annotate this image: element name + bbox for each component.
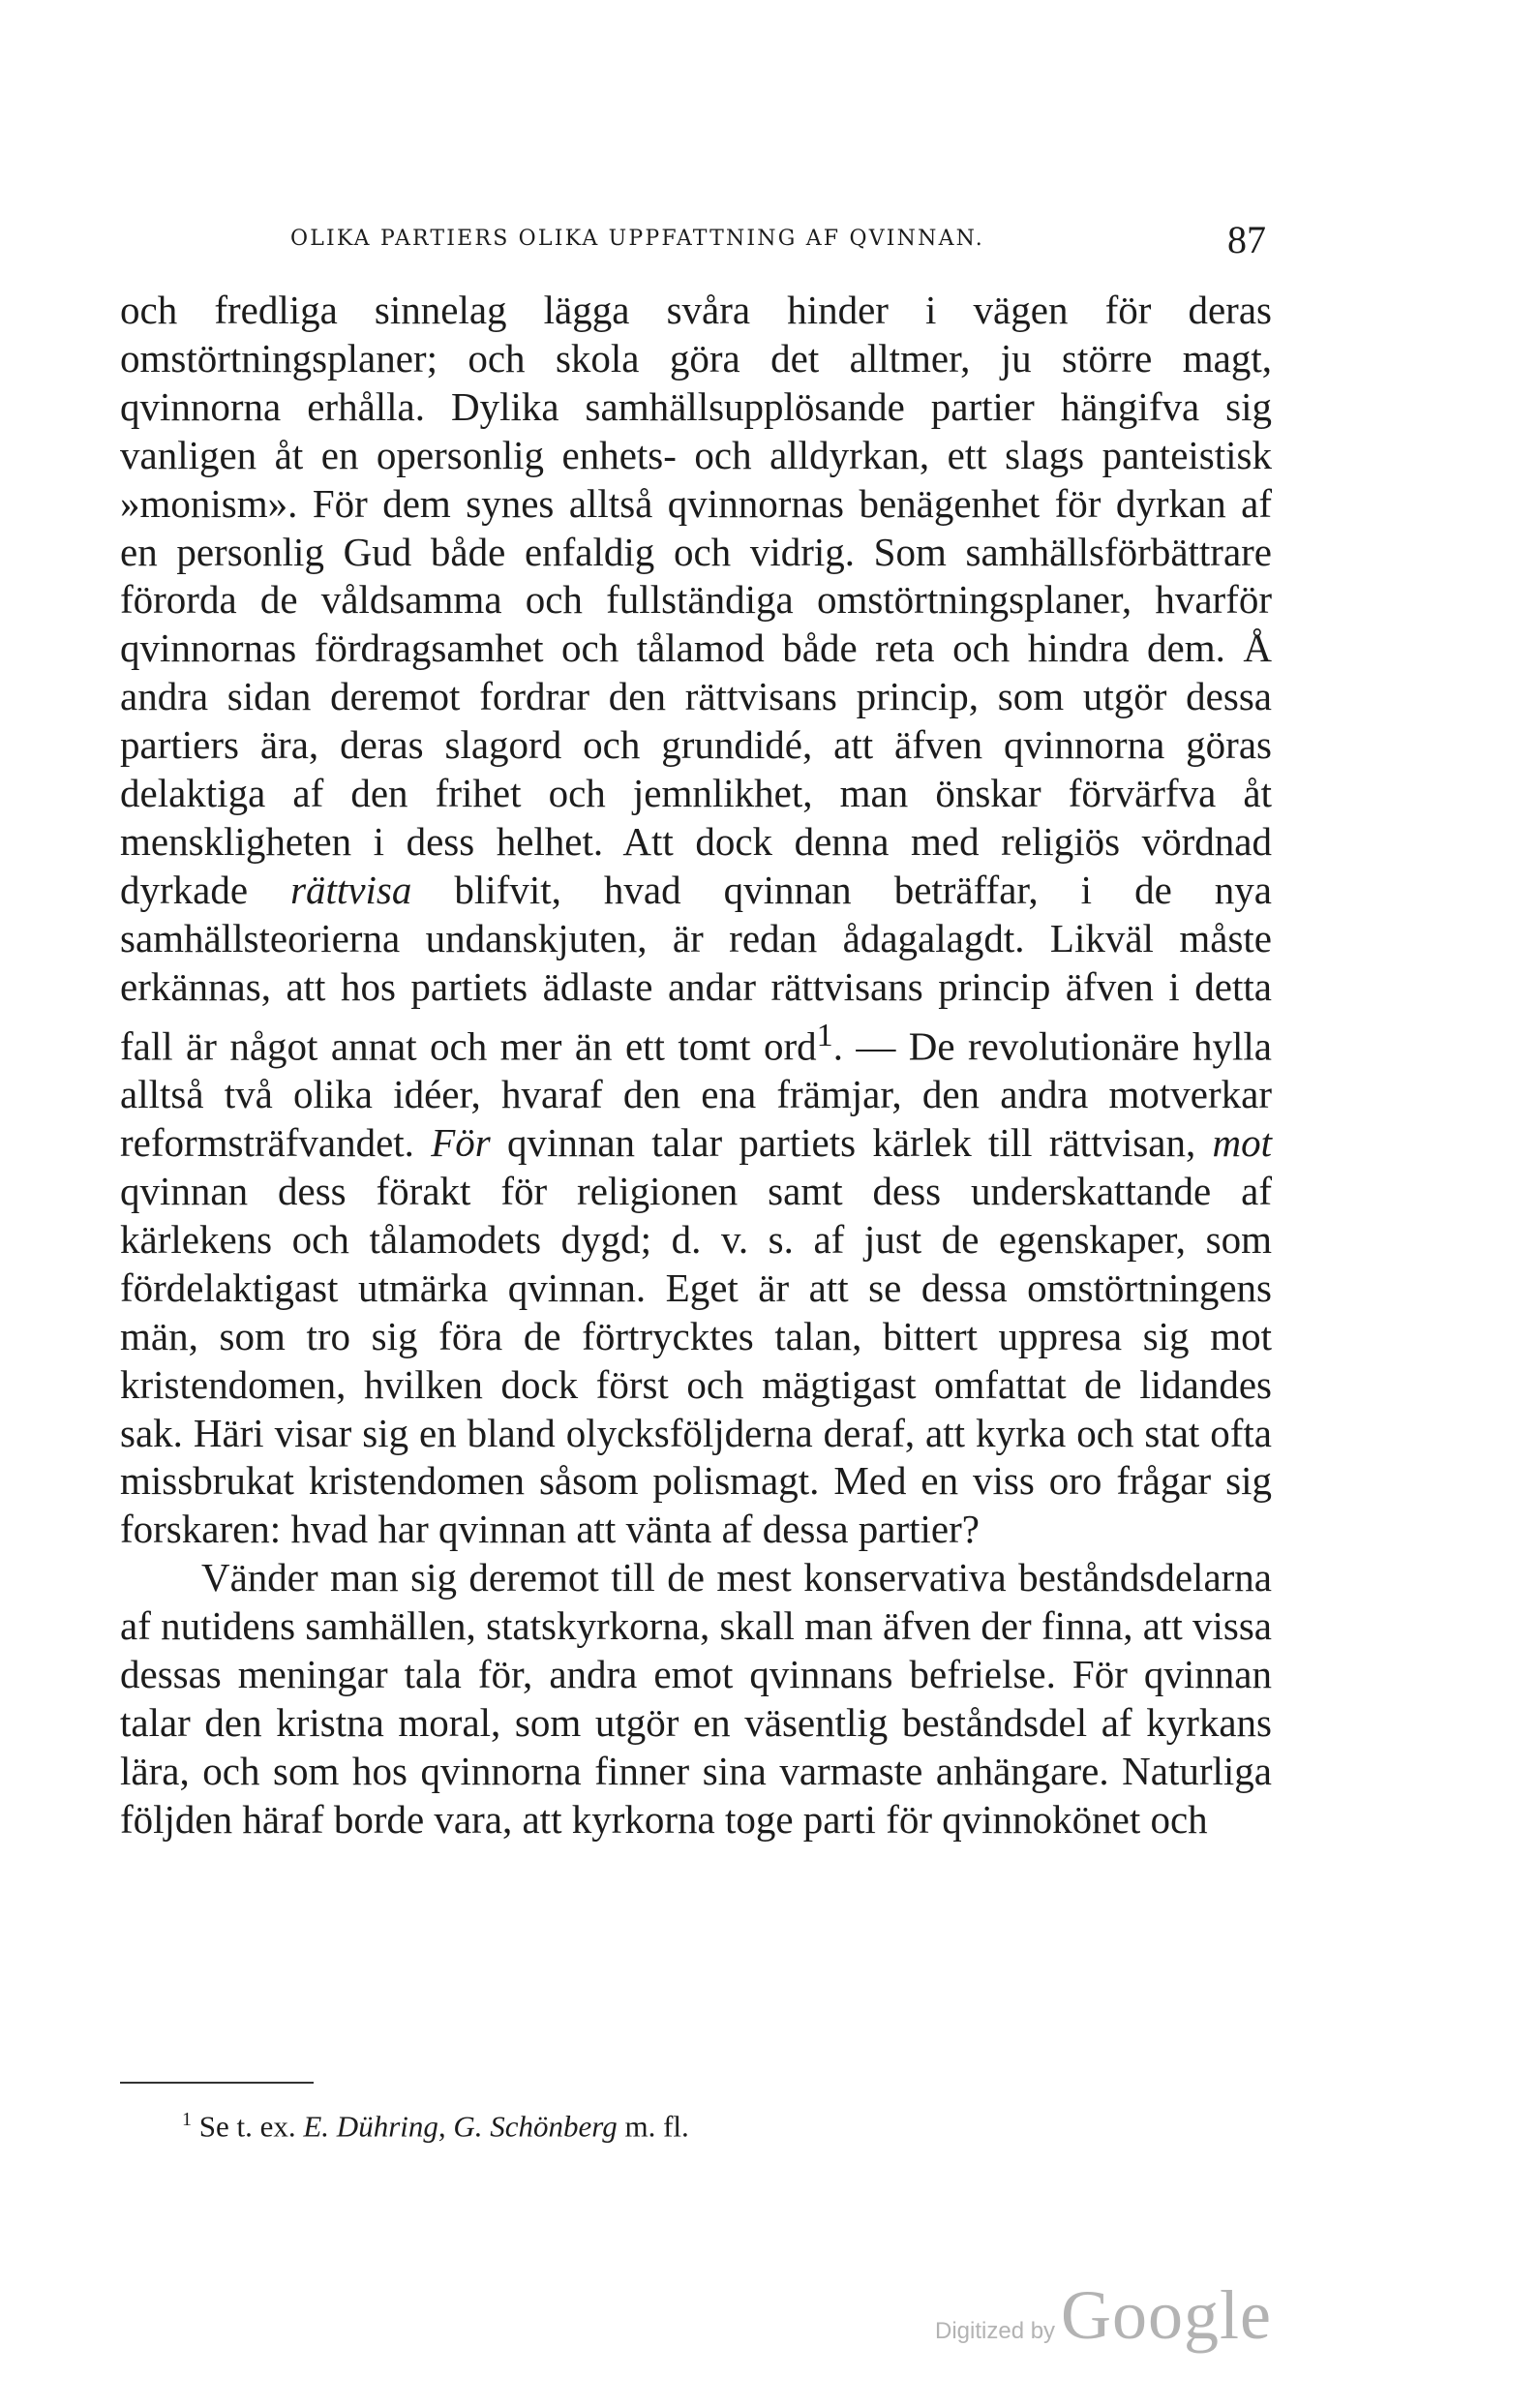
- google-logo: Google: [1061, 2276, 1272, 2354]
- footnote-marker: 1: [182, 2109, 192, 2130]
- page-number: 87: [1227, 218, 1266, 261]
- digitized-by-watermark: [935, 2275, 1283, 2362]
- footnote-reference: 1: [816, 1017, 833, 1053]
- text-run: . — De revolutionäre hylla alltså två olika idéer, hvaraf den ena främjar, den andra motverkar reformsträfvandet.: [120, 1023, 1272, 1166]
- text-run: och fredliga sinnelag lägga svåra hinder i vägen för deras omstörtningsplaner; och skola göra det alltmer, ju större magt, qvinnorna erhålla. Dylika samhällsupplösande partier hängifva sig vanligen åt en opersonlig enhets- och alldyrkan, ett slags panteistisk »monism». För dem synes alltså qvinnornas benägenhet för dyrkan af en personlig Gud både enfaldig och vidrig. Som samhällsförbättrare förorda de våldsamma och fullständiga omstörtningsplaner, hvarför qvinnornas fördragsamhet och tålamod både reta och hindra dem. Å andra sidan deremot fordrar den rättvisans princip, som utgör dessa partiers ära, deras slagord och grundidé, att äfven qvinnorna göras delaktiga af den frihet och jemnlikhet, man önskar förvärfva åt menskligheten i dess helhet. Att dock denna med religiös vördnad dyrkade: [120, 288, 1272, 912]
- text-run: m. fl.: [617, 2109, 689, 2144]
- footnote: [182, 2109, 1247, 2144]
- text-run: Se t. ex.: [192, 2109, 304, 2144]
- italic-text: mot: [1212, 1120, 1273, 1166]
- text-run: Vänder man sig deremot till de mest konservativa beståndsdelarna af nutidens samhällen, statskyrkorna, skall man äfven der finna, att vissa dessas meningar tala för, andra emot qvinnans befrielse. För qvinnan talar den kristna moral, som utgör en väsentlig beståndsdel af kyrkans lära, och som hos qvinnorna finner sina varmaste anhängare. Naturliga följden häraf borde vara, att kyrkorna toge parti för qvinnokönet och: [120, 1555, 1272, 1842]
- footnote-text: [192, 2109, 689, 2143]
- italic-text: För: [431, 1120, 491, 1166]
- paragraph: [120, 1554, 1272, 1844]
- watermark-prefix: Digitized by: [935, 2318, 1056, 2344]
- footnote-rule: [120, 2082, 314, 2084]
- running-title: OLIKA PARTIERS OLIKA UPPFATTNING AF QVINNAN.: [290, 227, 984, 251]
- italic-text: rättvisa: [290, 867, 412, 912]
- text-run: blifvit, hvad qvinnan beträffar, i de nya samhällsteorierna undanskjuten, är redan ådagalagdt. Likväl måste erkännas, att hos partiets ädlaste andar rättvisans princip äfven i detta fall är något annat och mer än ett tomt ord: [120, 867, 1272, 1069]
- italic-text: E. Dühring, G. Schönberg: [303, 2109, 618, 2144]
- text-run: qvinnan dess förakt för religionen samt dess underskattande af kärlekens och tålamodets dygd; d. v. s. af just de egenskaper, som fördelaktigast utmärka qvinnan. Eget är att se dessa omstörtningens män, som tro sig föra de förtrycktes talan, bittert uppresa sig mot kristendomen, hvilken dock först och mägtigast omfattat de lidandes sak. Häri visar sig en bland olycksföljderna deraf, att kyrka och stat ofta missbrukat kristendomen såsom polismagt. Med en viss oro frågar sig forskaren: hvad har qvinnan att vänta af dessa partier?: [120, 1168, 1272, 1552]
- running-head: [120, 218, 1268, 261]
- text-run: qvinnan talar partiets kärlek till rättvisan,: [490, 1120, 1213, 1166]
- body-text: [120, 287, 1272, 1844]
- paragraph: [120, 287, 1272, 1554]
